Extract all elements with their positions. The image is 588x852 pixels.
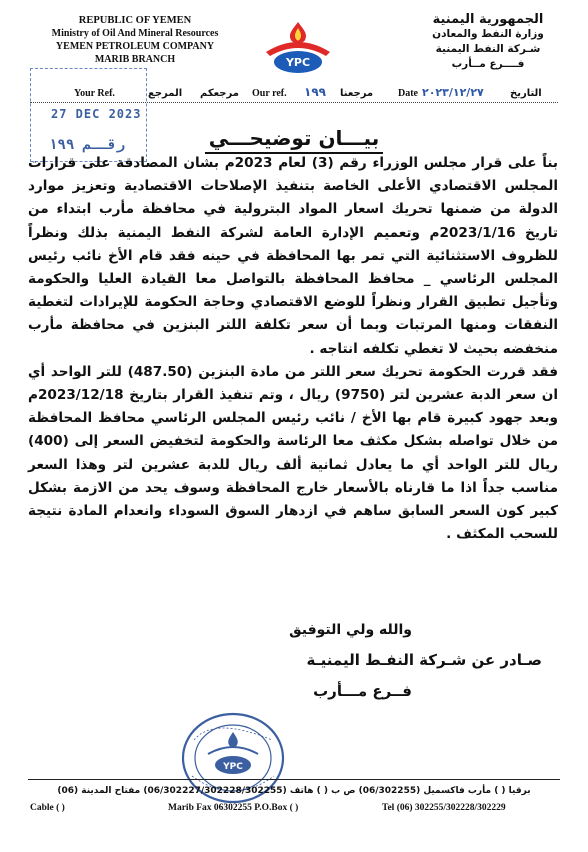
seal-text: YPC [223,762,243,772]
our-ref-label: Our ref. [252,88,287,99]
footer-telephone: Tel (06) 302255/302228/302229 [382,803,506,813]
arabic-letterhead [418,12,558,72]
letterhead-ar-line-4: فــــرع مــأرب [451,58,525,70]
letterhead-en-line-3: YEMEN PETROLEUM COMPANY [55,41,215,52]
document-title-text: بيـــان توضيحـــي [205,126,383,154]
date-value: ٢٠٢٣/١٢/٢٧ [422,86,484,99]
your-ref-label: Your Ref. [74,88,115,99]
body-paragraph-1: بناً على قرار مجلس الوزراء رقم (3) لعام 2023م بشان المصادقة على قرارات المجلس الاقتصادي الأعلى الخاصة بتنفيذ الإصلاحات الاقتصادية وتعزيز موارد الدولة من ضمنها تحريك اسعار المواد البترولية في محافظة مأرب ابتداء من تاريخ 2023/1/16م وتعميم الإدارة العامة لشركة النفط اليمنية بذلك ونظراً للظروف الاستثنائية التي تمر بها المحافظة في حينه فقد قام الأخ نائب رئيس المجلس الرئاسي _ محافظ المحافظة بالتواصل معا القيادة العليا والحكومة وتأجيل تطبيق القرار ونظراً للوضع الاقتصادي وحاجة الحكومة للإيرادات لتغطية النفقات ومنها المرتبات وبما أن سعر تكلفة اللتر البنزين في محافظة مأرب منخفضه بحيث لا تغطي تكلفه انتاجه . [28,155,558,357]
logo-text: YPC [285,56,311,69]
footer-arabic-contacts: برقيا ( ) مأرب فاكسميل (06/302255) ص ب ( ) هاتف (06/302227/302228/302255) مفتاح المدينة (06) [57,786,531,796]
footer-fax-pobox: Marib Fax 06302255 P.O.Box ( ) [168,803,299,813]
issuer-line-1: صـادر عن شـركة النفـط اليمنيـة [306,651,542,669]
date-arabic-label: التاريخ [510,88,542,99]
date-label: Date [398,88,418,99]
our-ref-value: ١٩٩ [304,85,326,99]
footer-divider [28,779,560,780]
company-logo [258,18,338,78]
letterhead-ar-line-2: وزارة النفط والمعادن [432,28,544,40]
body-paragraph-2: فقد قررت الحكومة تحريك سعر اللتر من مادة البنزين (487.50) للتر الواحد أي ان سعر الدبة عشرين لتر (9750) ريال ، وتم تنفيذ القرار بتاريخ 2023/12/18م وبعد جهود كبيرة قام بها الأخ / نائب رئيس المجلس الرئاسي محافظ المحافظة من خلال تواصله بشكل مكثف معا الرئاسة والحكومة لتخفيض السعر إلى (400) ريال للتر الواحد أي ما يعادل ثمانية ألف ريال للدبة عشرين لتر وهذا السعر مناسب جداً اذا ما قارناه بالأسعار خارج المحافظة وسوف يحد من الازمة بشكل كبير كون السعر السابق ساهم في ازدهار السوق السوداء وانعدام المادة نتيجة للسحب المكثف . [28,363,558,543]
letterhead-en-line-1: REPUBLIC OF YEMEN [78,15,192,26]
footer-cable: Cable ( ) [30,803,65,813]
your-ref-arabic-label: المرجع [148,88,183,99]
issuer-line-2: فــرع مـــأرب [313,682,412,700]
our-ref-arabic-label: مرجعكم [200,88,239,99]
letterhead-ar-line-1: الجمهورية اليمنية [432,12,544,27]
received-stamp-date: 27 DEC 2023 [51,107,142,121]
letterhead-en-line-4: MARIB BRANCH [94,54,176,65]
english-letterhead [40,14,230,66]
letterhead-ar-line-3: شـركة النفط اليمنية [435,43,541,55]
letterhead-en-line-2: Ministry of Oil And Mineral Resources [51,28,219,39]
closing-line: والله ولي التوفيق [289,622,412,638]
ref-arabic-label: مرجعنا [340,88,374,99]
document-body [28,152,558,546]
reference-divider [30,102,558,103]
document-title [0,126,588,150]
received-stamp-number: رقــم ١٩٩ [49,137,125,153]
